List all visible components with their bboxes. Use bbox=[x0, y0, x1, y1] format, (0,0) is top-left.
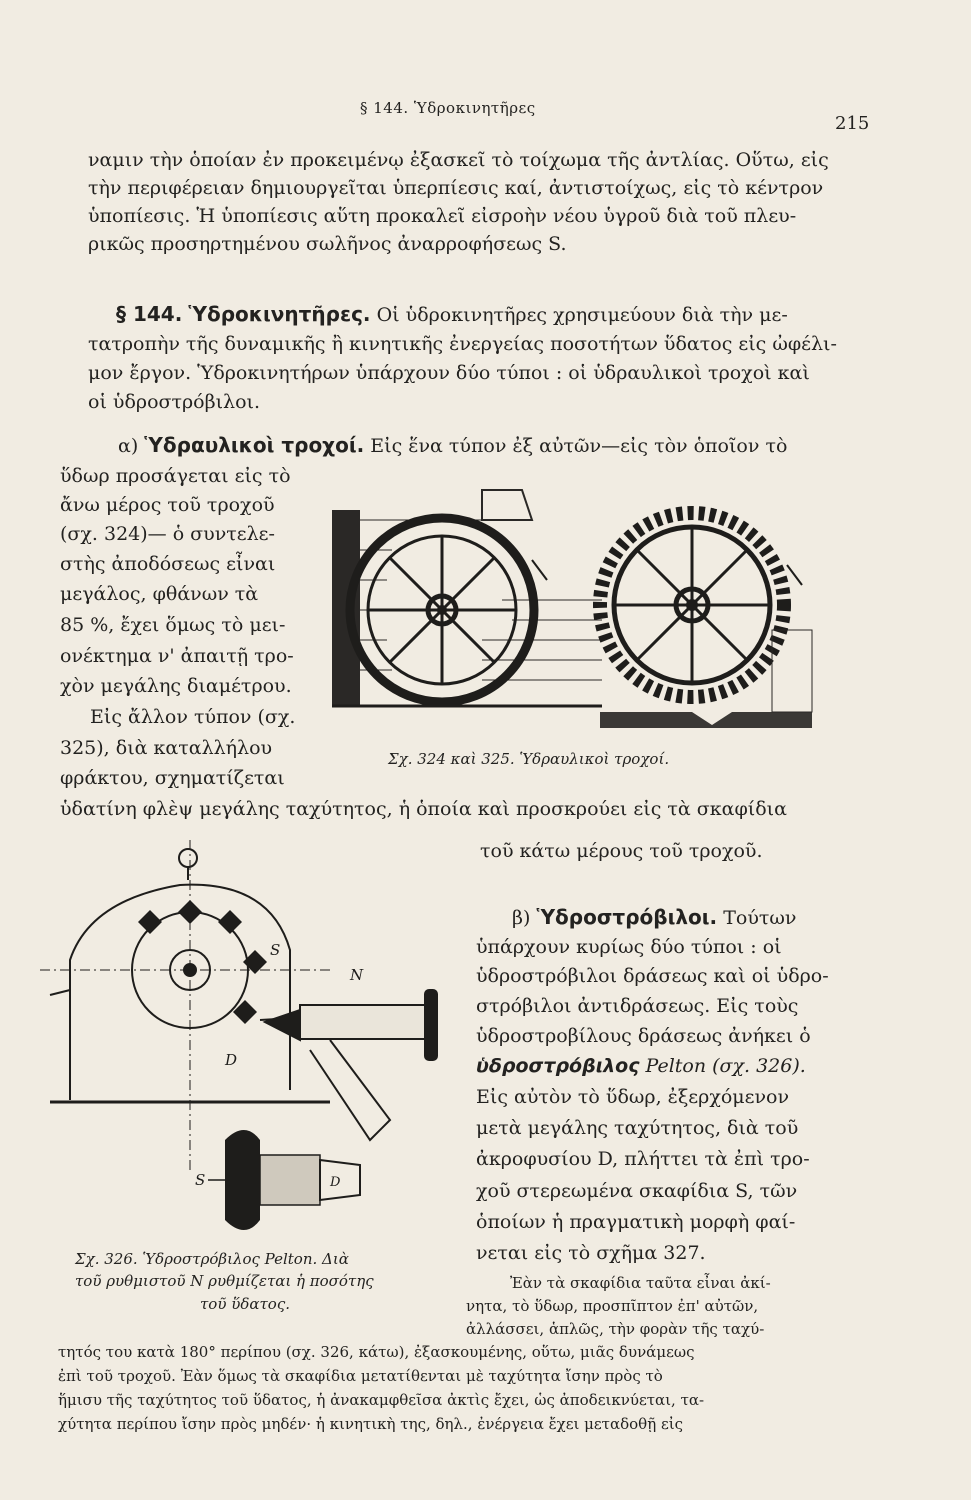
text-line: τοῦ κάτω μέρους τοῦ τροχοῦ. bbox=[480, 840, 763, 862]
text-line: ὕδωρ προσάγεται εἰς τὸ bbox=[60, 465, 291, 487]
text-line: ἀκροφυσίου D, πλήττει τὰ ἐπὶ τρο- bbox=[476, 1148, 810, 1170]
part-a-label: α) bbox=[118, 435, 139, 457]
water-wheels-figure bbox=[332, 480, 812, 740]
text-line: ὑδατίνη φλὲψ μεγάλης ταχύτητος, ἡ ὁποία καὶ προσκρούει εἰς τὰ σκαφίδια bbox=[60, 798, 787, 820]
text-line: οἱ ὑδροστρόβιλοι. bbox=[88, 391, 261, 413]
text-line: 85 %, ἔχει ὅμως τὸ μει- bbox=[60, 614, 286, 636]
text-line: μετὰ μεγάλης ταχύτητος, διὰ τοῦ bbox=[476, 1117, 799, 1139]
text-line: (σχ. 324)— ὁ συντελε- bbox=[60, 523, 275, 545]
text-line: χοῦ στερεωμένα σκαφίδια S, τῶν bbox=[476, 1180, 798, 1202]
figure-326-caption: τοῦ ὕδατος. bbox=[200, 1295, 290, 1313]
part-b-first-line: Τούτων bbox=[723, 907, 797, 929]
text-line: ναμιν τὴν ὁποίαν ἐν προκειμένῳ ἐξασκεῖ τὸ τοίχωμα τῆς ἀντλίας. Οὕτω, εἰς bbox=[88, 149, 829, 171]
part-b-label: β) bbox=[512, 907, 531, 929]
text-line: ὑπάρχουν κυρίως δύο τύποι : οἱ bbox=[476, 936, 782, 958]
small-text-line: ἥμισυ τῆς ταχύτητος τοῦ ὕδατος, ἡ ἀνακαμφθεῖσα ἀκτὶς ἔχει, ὡς ἀποδεικνύεται, τα- bbox=[58, 1391, 705, 1409]
label-s2: S bbox=[195, 1171, 206, 1189]
overshot-wheel bbox=[332, 490, 602, 706]
small-text-line: Ἐὰν τὰ σκαφίδια ταῦτα εἶναι ἀκί- bbox=[510, 1274, 771, 1292]
text-line: ὑδροστροβίλους δράσεως ἀνήκει ὁ bbox=[476, 1025, 811, 1047]
pelton-turbine-figure bbox=[30, 840, 450, 1260]
text-line: φράκτου, σχηματίζεται bbox=[60, 767, 285, 789]
label-s: S bbox=[270, 941, 281, 959]
small-text-line: ἐπὶ τοῦ τροχοῦ. Ἐὰν ὅμως τὰ σκαφίδια μετατίθενται μὲ ταχύτητα ἴσην πρὸς τὸ bbox=[58, 1367, 663, 1385]
pelton-line bbox=[476, 1053, 806, 1079]
small-text-line: τητός του κατὰ 180° περίπου (σχ. 326, κάτω), ἐξασκουμένης, οὕτω, μιᾶς δυνάμεως bbox=[58, 1343, 695, 1361]
part-a-first-line: Εἰς ἕνα τύπον ἐξ αὐτῶν—εἰς τὸν ὁποῖον τὸ bbox=[370, 435, 788, 457]
text-line: στὴς ἀποδόσεως εἶναι bbox=[60, 553, 276, 575]
section-heading bbox=[116, 301, 788, 328]
text-line: 325), διὰ καταλλήλου bbox=[60, 737, 273, 759]
text-line: τὴν περιφέρειαν δημιουργεῖται ὑπερπίεσις καί, ἀντιστοίχως, εἰς τὸ κέντρον bbox=[88, 177, 824, 199]
pelton-bold: ὑδροστρόβιλος bbox=[476, 1055, 640, 1077]
undershot-wheel bbox=[600, 513, 812, 728]
figure-326-caption: τοῦ ρυθμιστοῦ N ρυθμίζεται ἡ ποσότης bbox=[75, 1272, 374, 1290]
text-line: ρικῶς προσηρτημένου σωλῆνος ἀναρροφήσεως S. bbox=[88, 233, 567, 255]
text-line: στρόβιλοι ἀντιδράσεως. Εἰς τοὺς bbox=[476, 995, 799, 1017]
text-line: ἄνω μέρος τοῦ τροχοῦ bbox=[60, 494, 275, 516]
text-line: ὁποίων ἡ πραγματικὴ μορφὴ φαί- bbox=[476, 1211, 796, 1233]
text-line: ονέκτημα ν' ἀπαιτῇ τρο- bbox=[60, 645, 294, 667]
figure-326-caption: Σχ. 326. Ὑδροστρόβιλος Pelton. Διὰ bbox=[75, 1250, 349, 1268]
label-d2: D bbox=[330, 1175, 341, 1190]
text-line: Εἰς ἄλλον τύπον (σχ. bbox=[90, 706, 296, 728]
section-first-line: Οἱ ὑδροκινητῆρες χρησιμεύουν διὰ τὴν με- bbox=[376, 304, 788, 326]
text-line: μον ἔργον. Ὑδροκινητήρων ὑπάρχουν δύο τύποι : οἱ ὑδραυλικοὶ τροχοὶ καὶ bbox=[88, 362, 810, 384]
part-b-heading bbox=[512, 904, 796, 931]
text-line: ὑποπίεσις. Ἡ ὑποπίεσις αὕτη προκαλεῖ εἰσροὴν νέου ὑγροῦ διὰ τοῦ πλευ- bbox=[88, 205, 797, 227]
section-title: Ὑδροκινητῆρες. bbox=[188, 302, 371, 326]
part-b-title: Ὑδροστρόβιλοι. bbox=[536, 905, 718, 929]
part-a-title: Ὑδραυλικοὶ τροχοί. bbox=[144, 433, 365, 457]
small-text-line: ἀλλάσσει, ἁπλῶς, τὴν φορὰν τῆς ταχύ- bbox=[466, 1320, 765, 1338]
text-line: νεται εἰς τὸ σχῆμα 327. bbox=[476, 1242, 706, 1264]
label-d: D bbox=[225, 1051, 238, 1069]
text-line: μεγάλος, φθάνων τὰ bbox=[60, 583, 259, 605]
text-line: Εἰς αὐτὸν τὸ ὕδωρ, ἐξερχόμενον bbox=[476, 1086, 789, 1108]
figure-324-caption: Σχ. 324 καὶ 325. Ὑδραυλικοὶ τροχοί. bbox=[388, 750, 670, 768]
text-line: τατροπὴν τῆς δυναμικῆς ἢ κινητικῆς ἐνεργείας ποσοτήτων ὕδατος εἰς ὠφέλι- bbox=[88, 333, 837, 355]
text-line: ὑδροστρόβιλοι δράσεως καὶ οἱ ὑδρο- bbox=[476, 965, 829, 987]
page-number: 215 bbox=[835, 113, 870, 134]
pelton-rest: Pelton (σχ. 326). bbox=[645, 1055, 806, 1077]
part-a-heading bbox=[118, 432, 787, 459]
text-line: χὸν μεγάλης διαμέτρου. bbox=[60, 675, 292, 697]
small-text-line: νητα, τὸ ὕδωρ, προσπῖπτον ἐπ' αὐτῶν, bbox=[466, 1297, 759, 1315]
small-text-line: χύτητα περίπου ἴσην πρὸς μηδέν· ἡ κινητικὴ της, δηλ., ἐνέργεια ἔχει μεταδοθῇ εἰς bbox=[58, 1415, 684, 1433]
running-header: § 144. Ὑδροκινητῆρες bbox=[360, 99, 536, 117]
section-number: § 144. bbox=[116, 302, 183, 326]
label-n: N bbox=[350, 966, 364, 984]
